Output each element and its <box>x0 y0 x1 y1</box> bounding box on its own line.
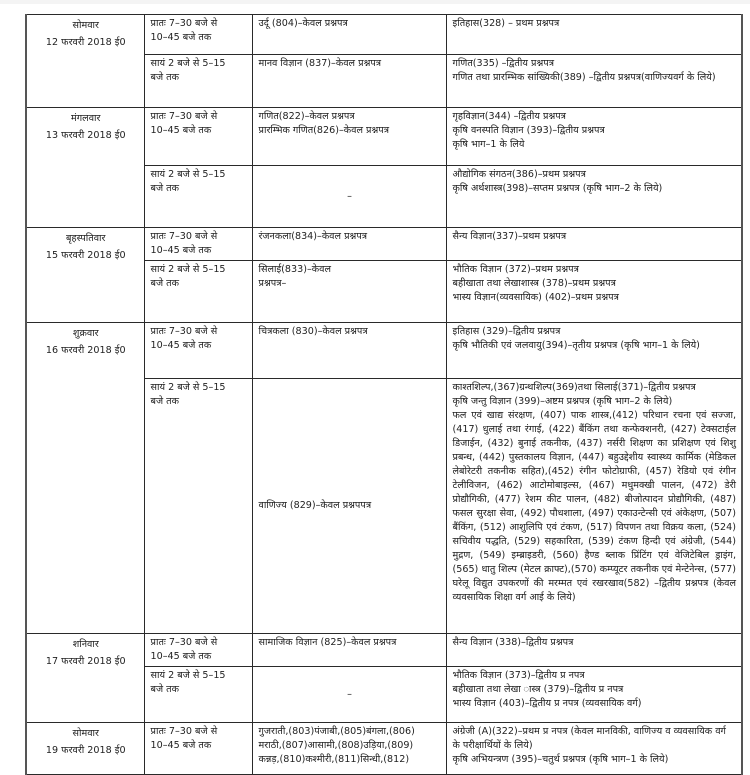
subject-text: वाणिज्य (829)–केवल प्रश्नपपत्र <box>258 500 372 511</box>
time-cell <box>144 108 252 166</box>
schedule-row <box>26 15 742 55</box>
time-cell <box>144 634 252 667</box>
time-text: 10–45 बजे तक <box>150 740 212 751</box>
time-text: 10–45 बजे तक <box>150 340 212 351</box>
time-text: बजे तक <box>150 684 179 695</box>
subject-cell <box>252 228 446 261</box>
subject-text: प्रारम्भिक गणित(826)–केवल प्रश्नपत्र <box>258 125 390 136</box>
papers-cell <box>446 166 742 228</box>
subject-cell <box>252 379 446 634</box>
paper-text: भास्य विज्ञान(व्यवसायिक) (402)–प्रथम प्रश्नपत्र <box>452 292 619 303</box>
subject-text: चित्रकला (830)–केवल प्रश्नपत्र <box>258 326 368 337</box>
weekday: सोमवार <box>72 20 99 31</box>
subject-text: मराठी,(807)आसामी,(808)उड़िया,(809) <box>258 740 414 751</box>
paper-text: औद्योगिक संगठन(386)–प्रथम प्रश्नपत्र <box>452 169 586 180</box>
time-text: सायं 2 बजे से 5–15 <box>150 382 226 393</box>
subject-cell <box>252 15 446 55</box>
paper-text: बहीखाता तथा लेखा ास्त्र (379)–द्वितीय प्र नपत्र <box>452 684 624 695</box>
papers-cell <box>446 15 742 55</box>
paper-text: कृषि जन्तु विज्ञान (399)–अष्टम प्रश्नपत्र (कृषि भाग–2 के लिये) <box>452 396 673 407</box>
schedule-row <box>26 323 742 379</box>
subject-cell <box>252 55 446 108</box>
exam-date: 16 फरवरी 2018 ई0 <box>45 345 126 356</box>
paper-text: इतिहास(328) – प्रथम प्रश्नपत्र <box>452 18 560 29</box>
exam-date: 13 फरवरी 2018 ई0 <box>45 130 126 141</box>
paper-text: कृषि वनस्पति विज्ञान (393)–द्वितीय प्रश्नपत्र <box>452 125 605 136</box>
papers-cell <box>446 634 742 667</box>
weekday: शुक्रवार <box>72 328 99 339</box>
schedule-row <box>26 108 742 166</box>
time-cell <box>144 667 252 723</box>
time-text: बजे तक <box>150 72 179 83</box>
paper-text: भौतिक विज्ञान (373)–द्वितीय प्र नपत्र <box>452 670 585 681</box>
exam-date: 19 फरवरी 2018 ई0 <box>45 745 126 756</box>
time-cell <box>144 15 252 55</box>
time-text: प्रातः 7–30 बजे से <box>150 18 218 29</box>
paper-text: गृहविज्ञान(344) –द्वितीय प्रश्नपत्र <box>452 111 566 122</box>
time-text: 10–45 बजे तक <box>150 32 212 43</box>
subject-text: सामाजिक विज्ञान (825)–केवल प्रश्नपत्र <box>258 637 397 648</box>
subject-text: – <box>347 688 352 700</box>
subject-text: गणित(822)–केवल प्रश्नपत्र <box>258 111 355 122</box>
time-text: सायं 2 बजे से 5–15 <box>150 169 226 180</box>
papers-cell <box>446 379 742 634</box>
day-date-cell <box>26 323 144 634</box>
time-text: बजे तक <box>150 183 179 194</box>
time-text: सायं 2 बजे से 5–15 <box>150 670 226 681</box>
subject-cell <box>252 166 446 228</box>
time-text: बजे तक <box>150 278 179 289</box>
day-date-cell <box>26 634 144 723</box>
subject-text: रंजनकला(834)–केवल प्रश्नपत्र <box>258 231 368 242</box>
time-cell <box>144 55 252 108</box>
time-text: प्रातः 7–30 बजे से <box>150 326 218 337</box>
paper-text: कृषि भौतिकी एवं जलवायु(394)–तृतीय प्रश्नपत्र (कृषि भाग–1 के लिये) <box>452 340 700 351</box>
time-cell <box>144 323 252 379</box>
page-top-edge <box>0 0 750 4</box>
time-text: बजे तक <box>150 396 179 407</box>
time-text: सायं 2 बजे से 5–15 <box>150 58 226 69</box>
subject-text: सिलाई(833)–केवल <box>258 264 331 275</box>
papers-cell <box>446 323 742 379</box>
papers-cell <box>446 55 742 108</box>
subject-text: गुजराती,(803)पंजाबी,(805)बंगला,(806) <box>258 726 415 737</box>
paper-text: कृषि भाग–1 के लिये <box>452 139 525 150</box>
subject-cell <box>252 108 446 166</box>
paper-text: सैन्य विज्ञान(337)–प्रथम प्रश्नपत्र <box>452 231 567 242</box>
time-text: प्रातः 7–30 बजे से <box>150 231 218 242</box>
weekday: सोमवार <box>72 728 99 739</box>
exam-date: 12 फरवरी 2018 ई0 <box>45 37 126 48</box>
time-cell <box>144 379 252 634</box>
paper-text: काश्तशिल्प,(367)ग्रन्थशिल्प(369)तथा सिलाई(371)–द्वितीय प्रश्नपत्र <box>452 382 696 393</box>
subject-cell <box>252 634 446 667</box>
schedule-row <box>26 634 742 667</box>
day-date-cell <box>26 15 144 108</box>
time-cell <box>144 261 252 323</box>
weekday: बृहस्पतिवार <box>66 233 106 244</box>
paper-text: इतिहास (329)–द्वितीय प्रश्नपत्र <box>452 326 561 337</box>
paper-text: अंग्रेजी (A)(322)–प्रथम प्र नपत्र (केवल मानविकी, वाणिज्य व व्यवसायिक वर्ग के परीक्षार्थियों के लिये) <box>452 726 726 751</box>
time-text: प्रातः 7–30 बजे से <box>150 637 218 648</box>
subject-text: – <box>347 190 352 202</box>
paper-text: फल एवं खाद्य संरक्षण, (407) पाक शास्त्र,(412) परिधान रचना एवं सज्जा, (417) धुलाई तथा रंगाई, (422) बैंकिंग तथा कन्फेक्शनरी, (427) टेक्सटाईल डिजाईन, (432) बुनाई तकनीक, (437) नर्सरी शिक्षण का प्रशिक्षण एवं शिशु प्रबन्ध, (442) पुस्तकालय विज्ञान, (447) बहुउद्देशीय स्वास्थ्य कार्मिक (मेडिकल लेबोरेटरी तकनीक सहित),(452) रंगीन फोटोग्राफी, (457) रेडियो एवं रंगीन टेलीविजन, (462) आटोमोबाइल्स, (467) मधुमक्खी पालन, (472) डेरी प्रोद्यौगिकी, (477) रेशम कीट पालन, (482) बीजोत्पादन प्रोद्यौगिकी, (487) फसल सुरक्षा सेवा, (492) पौधशाला, (497) एकाउन्टेन्सी एवं अंकेक्षण, (507) बैंकिंग, (512) आशुलिपि एवं टंकण, (517) विपणन तथा विक्रय कला, (524) सचिवीय पद्धति, (529) सहकारिता, (539) टंकण हिन्दी एवं अंग्रेजी, (544) मुद्रण, (549) इम्ब्राइडरी, (560) हैण्ड ब्लाक प्रिंटिंग एवं वेजिटेबिल ड्राइंग, (565) धातु शिल्प (मेटल क्राफ्ट),(570) कम्प्यूटर तकनीक एवं मेन्टेनेन्स, (577) घरेलू विद्युत उपकरणों की मरम्मत एवं रखरखाव(582) –द्वितीय प्रश्नपत्र (केवल व्यवसायिक शिक्षा वर्ग आई के लिये) <box>452 410 736 603</box>
exam-date: 15 फरवरी 2018 ई0 <box>45 250 126 261</box>
day-date-cell <box>26 108 144 228</box>
weekday: शनिवार <box>72 639 99 650</box>
paper-text: गणित(335) –द्वितीय प्रश्नपत्र <box>452 58 554 69</box>
time-cell <box>144 166 252 228</box>
subject-cell <box>252 261 446 323</box>
papers-cell <box>446 228 742 261</box>
day-date-cell <box>26 228 144 323</box>
time-text: 10–45 बजे तक <box>150 125 212 136</box>
paper-text: भास्य विज्ञान (403)–द्वितीय प्र नपत्र (व्यवसायिक वर्ग) <box>452 698 642 709</box>
time-text: 10–45 बजे तक <box>150 245 212 256</box>
time-text: सायं 2 बजे से 5–15 <box>150 264 226 275</box>
time-text: प्रातः 7–30 बजे से <box>150 726 218 737</box>
paper-text: गणित तथा प्रारम्भिक सांख्यिकी(389) –द्वितीय प्रश्नपत्र(वाणिज्यवर्ग के लिये) <box>452 72 716 83</box>
subject-text: कन्नड़,(810)कश्मीरी,(811)सिन्धी,(812) <box>258 754 410 765</box>
subject-cell <box>252 667 446 723</box>
subject-text: मानव विज्ञान (837)–केवल प्रश्नपत्र <box>258 58 382 69</box>
papers-cell <box>446 108 742 166</box>
paper-text: बहीखाता तथा लेखाशास्त्र (378)–प्रथम प्रश्नपत्र <box>452 278 616 289</box>
papers-cell <box>446 667 742 723</box>
subject-text: प्रश्नपत्र– <box>258 278 287 289</box>
weekday: मंगलवार <box>71 113 101 124</box>
time-text: प्रातः 7–30 बजे से <box>150 111 218 122</box>
paper-text: कृषि अर्थशास्त्र(398)–सप्तम प्रश्नपत्र (कृषि भाग–2 के लिये) <box>452 183 663 194</box>
paper-text: सैन्य विज्ञान (338)–द्वितीय प्रश्नपत्र <box>452 637 574 648</box>
schedule-row <box>26 228 742 261</box>
time-text: 10–45 बजे तक <box>150 651 212 662</box>
subject-cell <box>252 323 446 379</box>
subject-text: उर्दू (804)–केवल प्रश्नपत्र <box>258 18 348 29</box>
paper-text: कृषि अभियन्त्रण (395)–चतुर्थ प्रश्नपत्र (कृषि भाग–1 के लिये) <box>452 754 669 765</box>
papers-cell <box>446 261 742 323</box>
time-cell <box>144 228 252 261</box>
paper-text: भौतिक विज्ञान (372)–प्रथम प्रश्नपत्र <box>452 264 579 275</box>
exam-schedule-table <box>25 14 743 775</box>
exam-date: 17 फरवरी 2018 ई0 <box>45 656 126 667</box>
